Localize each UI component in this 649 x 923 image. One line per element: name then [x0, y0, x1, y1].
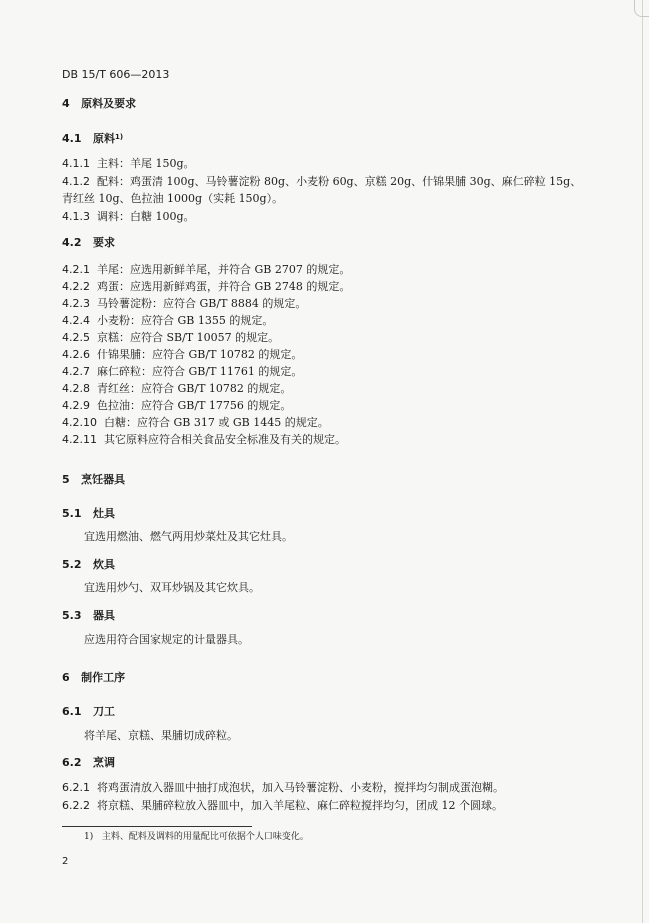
section-number: 6.1: [62, 705, 82, 718]
item-text: 鸡蛋：应选用新鲜鸡蛋，并符合 GB 2748 的规定。: [97, 280, 351, 293]
requirement-item: [62, 348, 302, 362]
section-4-heading: [62, 97, 136, 111]
item-text: 调料：白糖 100g。: [97, 210, 195, 223]
item-number: 4.1.1: [62, 157, 90, 170]
item-number: 4.2.11: [62, 433, 97, 446]
item-number: 6.2.1: [62, 781, 90, 794]
section-title: 烹饪器具: [81, 473, 126, 486]
section-number: 6.2: [62, 756, 82, 769]
requirement-item: [62, 297, 306, 311]
item-text: 青红丝：应符合 GB/T 10782 的规定。: [97, 382, 292, 395]
section-title: 制作工序: [81, 671, 126, 684]
footnote: [84, 831, 309, 843]
item-text: 白糖：应符合 GB 317 或 GB 1445 的规定。: [104, 416, 329, 429]
paragraph-6-1: 将羊尾、京糕、果脯切成碎粒。: [84, 729, 238, 742]
section-title: 要求: [93, 236, 115, 249]
section-title: 原料及要求: [81, 97, 137, 110]
item-text: 其它原料应符合相关食品安全标准及有关的规定。: [104, 433, 346, 446]
item-text: 主料：羊尾 150g。: [97, 157, 195, 170]
item-text: 小麦粉：应符合 GB 1355 的规定。: [97, 314, 274, 327]
section-6-heading: [62, 671, 125, 685]
item-number: 4.2.7: [62, 365, 90, 378]
item-number: 4.2.2: [62, 280, 90, 293]
item-number: 4.1.2: [62, 175, 90, 188]
requirement-item: [62, 382, 291, 396]
section-5-heading: [62, 473, 125, 487]
section-number: 4.2: [62, 236, 82, 249]
section-title: 烹调: [93, 756, 115, 769]
item-number: 4.2.10: [62, 416, 97, 429]
item-number: 4.2.5: [62, 331, 90, 344]
footnote-ref: 1): [115, 133, 124, 141]
item-text: 京糕：应符合 SB/T 10057 的规定。: [97, 331, 280, 344]
section-title: 灶具: [93, 507, 115, 520]
section-number: 5: [62, 473, 70, 486]
item-4-1-1: [62, 157, 195, 171]
requirement-item: [62, 399, 291, 413]
section-number: 5.2: [62, 558, 82, 571]
item-number: 4.2.1: [62, 263, 90, 276]
section-6-1-heading: [62, 705, 115, 719]
section-5-2-heading: [62, 558, 115, 572]
item-text: 羊尾：应选用新鲜羊尾，并符合 GB 2707 的规定。: [97, 263, 351, 276]
section-4-1-heading: [62, 132, 123, 146]
section-number: 5.3: [62, 609, 82, 622]
section-number: 5.1: [62, 507, 82, 520]
paragraph-5-3: 应选用符合国家规定的计量器具。: [84, 633, 249, 646]
footnote-rule: [62, 826, 252, 827]
item-4-1-2: [62, 175, 581, 189]
item-6-2-1: [62, 781, 504, 795]
item-text: 将京糕、果脯碎粒放入器皿中，加入羊尾粒、麻仁碎粒搅拌均匀，团成 12 个圆球。: [97, 799, 503, 812]
item-4-1-2-continuation: 青红丝 10g、色拉油 1000g（实耗 150g）。: [62, 192, 284, 205]
item-4-1-3: [62, 210, 195, 224]
item-text: 配料：鸡蛋清 100g、马铃薯淀粉 80g、小麦粉 60g、京糕 20g、什锦果脯 30g、麻仁碎粒 15g、: [97, 175, 582, 188]
item-number: 6.2.2: [62, 799, 90, 812]
item-text: 麻仁碎粒：应符合 GB/T 11761 的规定。: [97, 365, 303, 378]
requirement-item: [62, 433, 346, 447]
section-title: 炊具: [93, 558, 115, 571]
item-text: 马铃薯淀粉：应符合 GB/T 8884 的规定。: [97, 297, 307, 310]
requirement-item: [62, 416, 329, 430]
paragraph-5-1: 宜选用燃油、燃气两用炒菜灶及其它灶具。: [84, 530, 293, 543]
section-number: 6: [62, 671, 70, 684]
section-title: 原料: [93, 132, 115, 145]
item-text: 将鸡蛋清放入器皿中抽打成泡状，加入马铃薯淀粉、小麦粉，搅拌均匀制成蛋泡糊。: [97, 781, 504, 794]
item-number: 4.2.3: [62, 297, 90, 310]
requirement-item: [62, 263, 350, 277]
requirement-item: [62, 365, 302, 379]
page-number: 2: [62, 856, 69, 867]
section-title: 器具: [93, 609, 115, 622]
item-text: 什锦果脯：应符合 GB/T 10782 的规定。: [97, 348, 303, 361]
section-4-2-heading: [62, 236, 115, 250]
section-number: 4: [62, 97, 70, 110]
requirement-item: [62, 314, 273, 328]
item-6-2-2: [62, 799, 503, 813]
section-5-3-heading: [62, 609, 115, 623]
footnote-text: 主料、配料及调料的用量配比可依据个人口味变化。: [101, 832, 309, 842]
item-number: 4.2.4: [62, 314, 90, 327]
section-number: 4.1: [62, 132, 82, 145]
item-text: 色拉油：应符合 GB/T 17756 的规定。: [97, 399, 292, 412]
item-number: 4.2.6: [62, 348, 90, 361]
footnote-mark: 1): [84, 832, 94, 842]
item-number: 4.2.9: [62, 399, 90, 412]
paragraph-5-2: 宜选用炒勺、双耳炒锅及其它炊具。: [84, 581, 260, 594]
doc-id-header: DB 15/T 606—2013: [62, 68, 170, 81]
item-number: 4.1.3: [62, 210, 90, 223]
requirement-item: [62, 331, 279, 345]
section-5-1-heading: [62, 507, 115, 521]
section-6-2-heading: [62, 756, 115, 770]
section-title: 刀工: [93, 705, 115, 718]
requirement-item: [62, 280, 350, 294]
item-number: 4.2.8: [62, 382, 90, 395]
page-corner-mark: [634, 0, 649, 17]
page-edge: [642, 0, 643, 923]
